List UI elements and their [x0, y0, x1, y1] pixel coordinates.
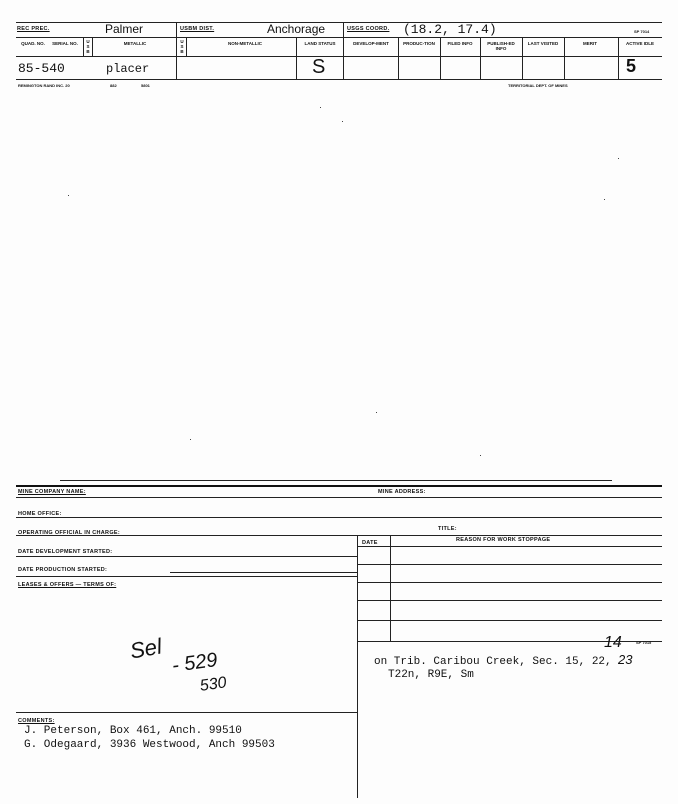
footer-right: TERRITORIAL DEPT. OF MINES	[508, 83, 568, 88]
divider	[398, 37, 399, 79]
table-rule	[357, 620, 662, 621]
usgs-coord-label: USGS COORD.	[347, 26, 390, 32]
divider	[440, 37, 441, 79]
col-development: DEVELOP-MENT	[353, 41, 389, 46]
location-line-1: on Trib. Caribou Creek, Sec. 15, 22,	[374, 656, 612, 668]
speck	[190, 439, 191, 440]
speck	[618, 158, 619, 159]
front-row-rule	[16, 56, 662, 57]
back-top-rule	[60, 480, 612, 481]
table-divider-left	[357, 535, 358, 641]
back-top-rule-bold	[16, 485, 662, 487]
col-merit: MERIT	[583, 41, 597, 46]
usbm-dist-value: Anchorage	[267, 22, 326, 36]
home-office-label: HOME OFFICE:	[18, 511, 62, 517]
date-col-label: DATE	[362, 540, 378, 546]
front-mid-rule	[16, 37, 662, 38]
table-divider-date	[390, 535, 391, 641]
leases-label: LEASES & OFFERS — TERMS OF:	[18, 582, 117, 588]
divider	[522, 37, 523, 79]
front-form-code: SP 7014	[634, 29, 650, 34]
rule	[16, 712, 357, 713]
footer-code-1: 882	[110, 83, 117, 88]
land-status-value: S	[312, 56, 326, 78]
col-active-idle: ACTIVE IDLE	[625, 41, 654, 46]
location-line-2: T22n, R9E, Sm	[388, 669, 474, 681]
footer-left: REMINGTON RAND INC. 20	[18, 83, 70, 88]
table-rule	[357, 546, 662, 547]
date-dev-label: DATE DEVELOPMENT STARTED:	[18, 549, 113, 555]
speck	[376, 412, 377, 413]
handwritten-sel: Sel	[127, 633, 164, 664]
rule	[16, 517, 662, 518]
handwritten-529: - 529	[170, 648, 219, 678]
front-bottom-rule	[16, 79, 662, 80]
comments-label: COMMENTS:	[18, 718, 55, 724]
rule	[16, 497, 662, 498]
usbm-dist-label: USBM DIST.	[180, 26, 215, 32]
rec-prec-value: Palmer	[105, 22, 144, 36]
mine-address-label: MINE ADDRESS:	[378, 489, 426, 495]
quad-serial-value: 85-540	[18, 61, 65, 76]
divider	[176, 22, 177, 79]
col-quad-no: QUAD. NO.	[21, 41, 45, 46]
speck	[68, 195, 69, 196]
table-rule	[357, 564, 662, 565]
col-last-visited: LAST VISITED	[527, 41, 559, 46]
location-line-1-hand: 23	[618, 652, 633, 667]
speck	[342, 121, 343, 122]
date-prod-label: DATE PRODUCTION STARTED:	[18, 567, 108, 573]
rule	[16, 556, 357, 557]
col-usb-1: U S B	[86, 39, 90, 54]
divider	[92, 37, 93, 56]
col-usb-2: U S B	[180, 39, 184, 54]
table-rule	[357, 600, 662, 601]
speck	[604, 199, 605, 200]
col-filed-info: FILED INFO	[447, 41, 473, 46]
back-center-divider	[357, 641, 358, 798]
table-rule	[357, 582, 662, 583]
divider	[83, 37, 84, 56]
handwritten-530: 530	[198, 674, 228, 695]
comment-line-2: G. Odegaard, 3936 Westwood, Anch 99503	[24, 739, 275, 751]
col-serial-no: SERIAL NO.	[52, 41, 78, 46]
divider	[343, 22, 344, 79]
operating-official-label: OPERATING OFFICIAL IN CHARGE:	[18, 530, 120, 536]
divider	[296, 37, 297, 79]
col-published-info: PUBLISH-ED INFO	[487, 41, 515, 51]
reason-col-label: REASON FOR WORK STOPPAGE	[456, 537, 551, 543]
comment-line-1: J. Peterson, Box 461, Anch. 99510	[24, 725, 242, 737]
footer-code-2: 5801	[141, 83, 150, 88]
active-idle-value: 5	[626, 56, 637, 76]
mine-company-name-label: MINE COMPANY NAME:	[18, 489, 86, 495]
divider	[564, 37, 565, 79]
divider	[480, 37, 481, 79]
rule	[16, 535, 662, 536]
col-metallic: METALLIC	[123, 41, 147, 46]
rule	[16, 576, 357, 577]
rec-prec-label: REC PREC.	[17, 26, 50, 32]
divider	[618, 37, 619, 79]
metallic-value: placer	[106, 62, 150, 76]
title-label: TITLE:	[438, 526, 457, 532]
usgs-coord-value: (18.2, 17.4)	[403, 22, 497, 37]
handwritten-14: 14	[604, 634, 622, 651]
back-form-code: SP 7015	[636, 640, 652, 645]
col-production: PRODUC-TION	[403, 41, 435, 46]
col-non-metallic: NON-METALLIC	[228, 41, 262, 46]
speck	[320, 107, 321, 108]
speck	[480, 455, 481, 456]
rule	[170, 572, 357, 573]
col-land-status: LAND STATUS	[304, 41, 336, 46]
divider	[186, 37, 187, 56]
